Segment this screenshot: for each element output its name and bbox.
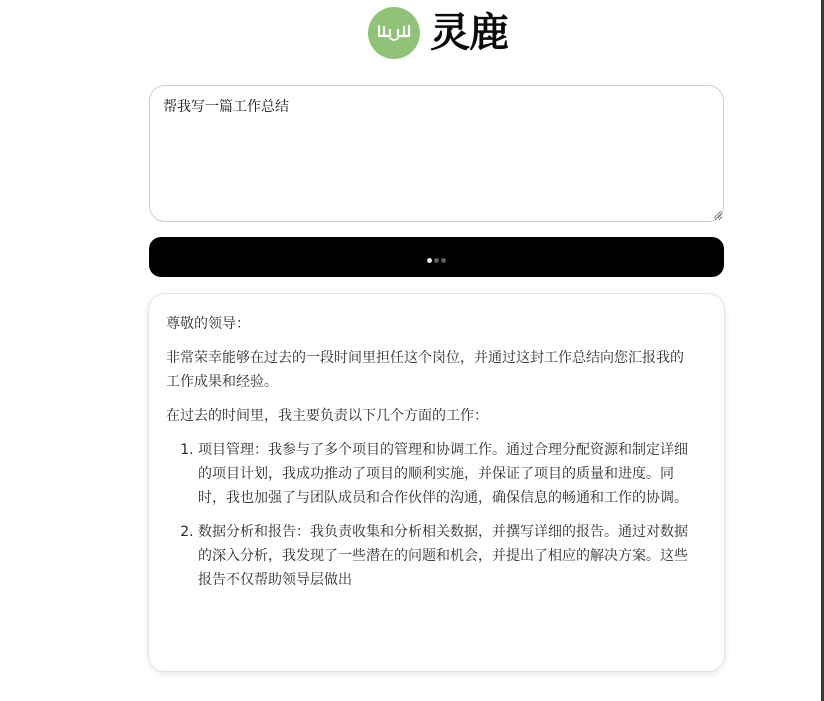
response-lead: 在过去的时间里，我主要负责以下几个方面的工作： [166,408,488,424]
generate-button[interactable] [149,237,724,277]
response-list [166,438,696,592]
response-greeting: 尊敬的领导： [166,316,250,332]
antlers-svg [375,22,413,44]
list-item: 1. 项目管理：我参与了多个项目的管理和协调工作。通过合理分配资源和制定详细的项目计划，我成功推动了项目的顺利实施，并保证了项目的质量和进度。同时，我也加强了与团队成员和合作伙伴的沟通，确保信息的畅通和工作的协调。 [198,438,696,510]
response-panel [149,294,724,671]
resize-handle-icon[interactable] [713,210,722,219]
response-intro: 非常荣幸能够在过去的一段时间里担任这个岗位，并通过这封工作总结向您汇报我的工作成果和经验。 [166,350,684,390]
loading-dot [434,258,439,263]
list-item: 2. 数据分析和报告：我负责收集和分析相关数据，并撰写详细的报告。通过对数据的深入分析，我发现了一些潜在的问题和机会，并提出了相应的解决方案。这些报告不仅帮助领导层做出 [198,520,696,592]
prompt-input[interactable] [149,85,724,222]
app-header [368,7,508,59]
loading-dot [427,258,432,263]
brand-name: 灵鹿 [430,10,508,56]
deer-antlers-icon [368,7,420,59]
three-dots-loading-icon [149,258,724,263]
loading-dot [441,258,446,263]
